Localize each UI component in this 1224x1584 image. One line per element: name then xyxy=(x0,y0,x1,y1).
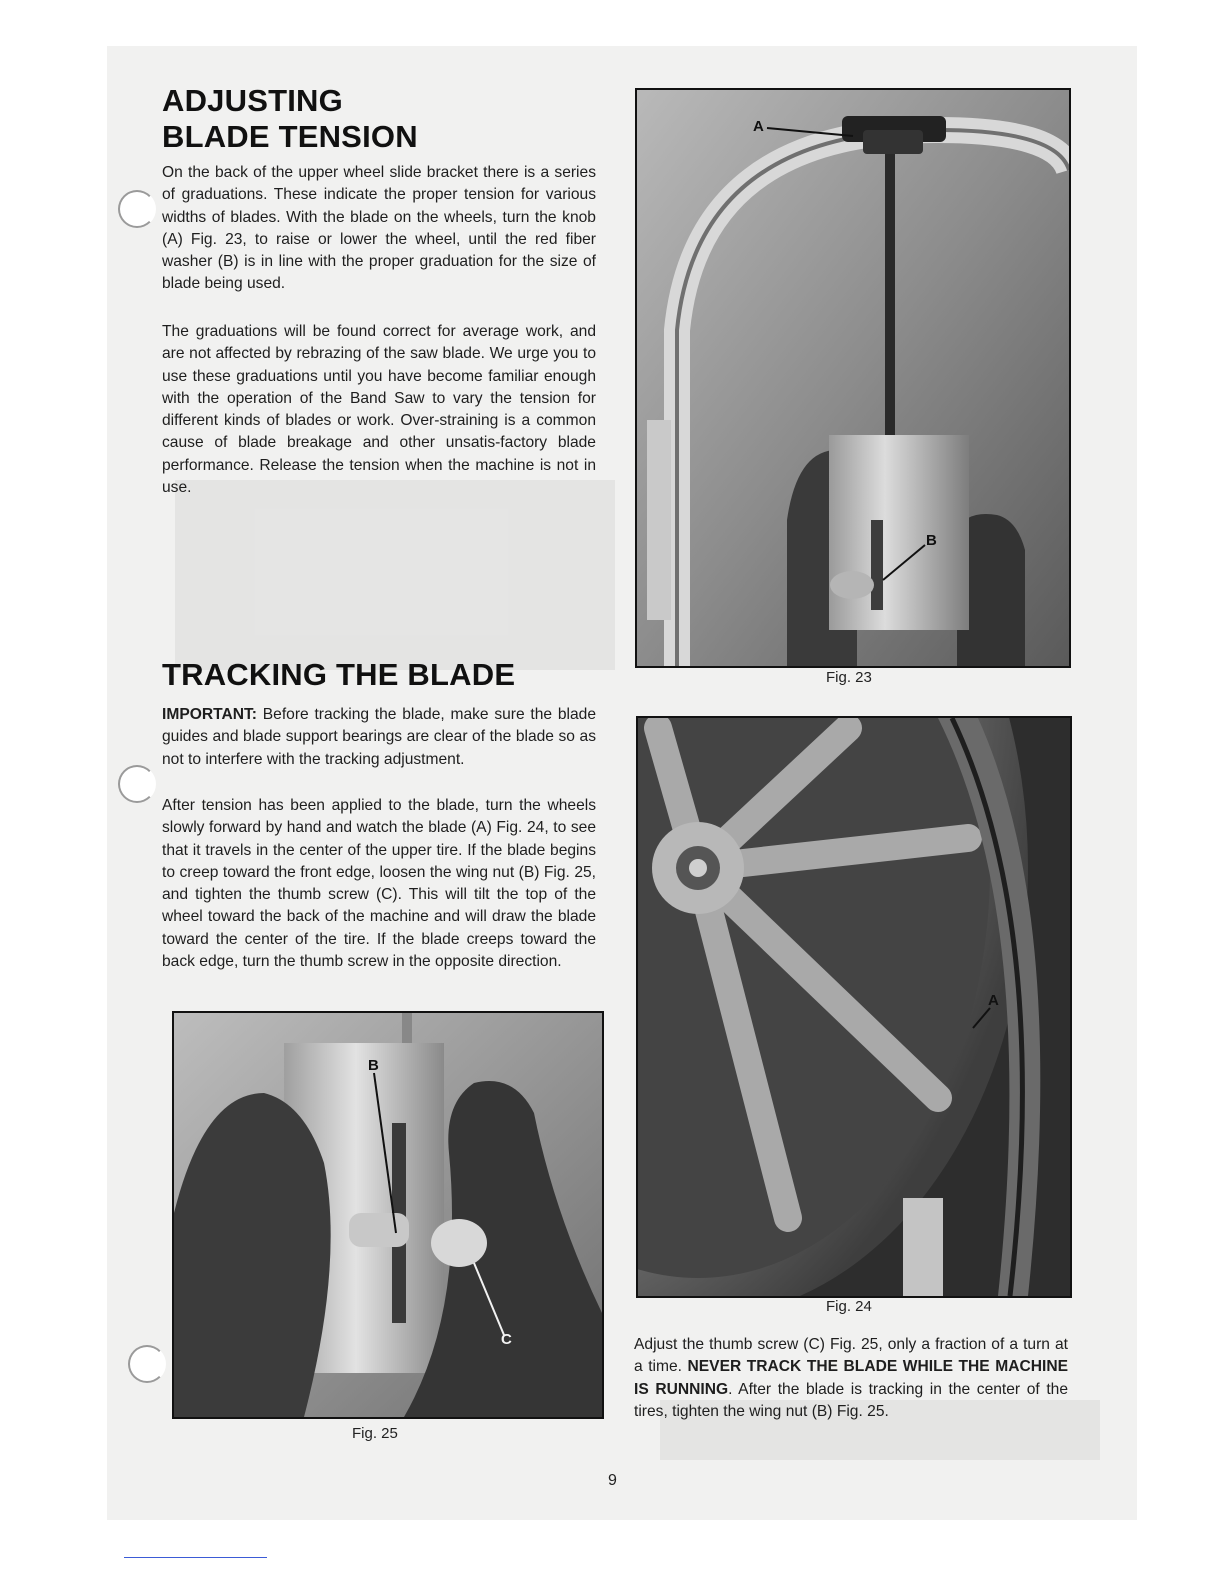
footer-rule xyxy=(124,1557,267,1558)
body-text: . After the blade is tracking in the center of the tires, tighten the wing nut (B) Fig. 25. xyxy=(634,1380,1068,1420)
callout-label-a: A xyxy=(753,118,764,135)
section-heading xyxy=(162,83,418,155)
figure-caption: Fig. 25 xyxy=(352,1425,398,1442)
binder-hole xyxy=(118,765,156,803)
callout-label-a: A xyxy=(988,992,999,1009)
bleed-through-shadow xyxy=(175,480,615,670)
body-paragraph: On the back of the upper wheel slide bracket there is a series of graduations. These indicate the proper tension for various widths of blades. With the blade on the wheels, turn the knob (A) Fig. 23, to raise or lower the wheel, until the red fiber washer (B) is in line with the proper graduation for the size of blade being used. xyxy=(162,164,596,293)
fig24-photo xyxy=(636,716,1072,1298)
figure-caption: Fig. 24 xyxy=(826,1298,872,1315)
important-paragraph xyxy=(162,704,596,771)
body-paragraph: After tension has been applied to the blade, turn the wheels slowly forward by hand and watch the blade (A) Fig. 24, to see that it travels in the center of the upper tire. If the blade begins to creep toward the front edge, loosen the wing nut (B) Fig. 25, and tighten the thumb screw (C). This will tilt the top of the wheel toward the back of the machine and will draw the blade toward the center of the tire. If the blade creeps toward the back edge, turn the thumb screw in the opposite direction. xyxy=(162,797,596,971)
binder-hole xyxy=(128,1345,166,1383)
section-heading: TRACKING THE BLADE xyxy=(162,657,516,692)
body-paragraph: The graduations will be found correct for average work, and are not affected by rebrazing of the saw blade. We urge you to use these graduations until you have become familiar enough with the operation of the Band Saw to vary the tension for different kinds of blades or work. Over-straining is a common cause of blade breakage and other unsatis-factory blade performance. Release the tension when the machine is not in use. xyxy=(162,323,596,497)
fig23-photo xyxy=(635,88,1071,668)
heading-line: ADJUSTING xyxy=(162,83,343,118)
warning-text: NEVER TRACK THE BLADE WHILE THE MACHINE IS RUNNING xyxy=(634,1358,1068,1398)
callout-label-c: C xyxy=(501,1331,512,1348)
important-label: IMPORTANT: xyxy=(162,706,257,723)
fig25-photo xyxy=(172,1011,604,1419)
figure-caption: Fig. 23 xyxy=(826,669,872,686)
page-number: 9 xyxy=(608,1472,617,1489)
warning-paragraph xyxy=(634,1334,1068,1423)
important-text: Before tracking the blade, make sure the blade guides and blade support bearings are clear of the blade so as not to interfere with the tracking adjustment. xyxy=(162,706,596,768)
binder-hole xyxy=(118,190,156,228)
body-text: Adjust the thumb screw (C) Fig. 25, only a fraction of a turn at a time. xyxy=(634,1336,1068,1376)
callout-label-b: B xyxy=(926,532,937,549)
heading-line: BLADE TENSION xyxy=(162,119,418,154)
callout-label-b: B xyxy=(368,1057,379,1074)
